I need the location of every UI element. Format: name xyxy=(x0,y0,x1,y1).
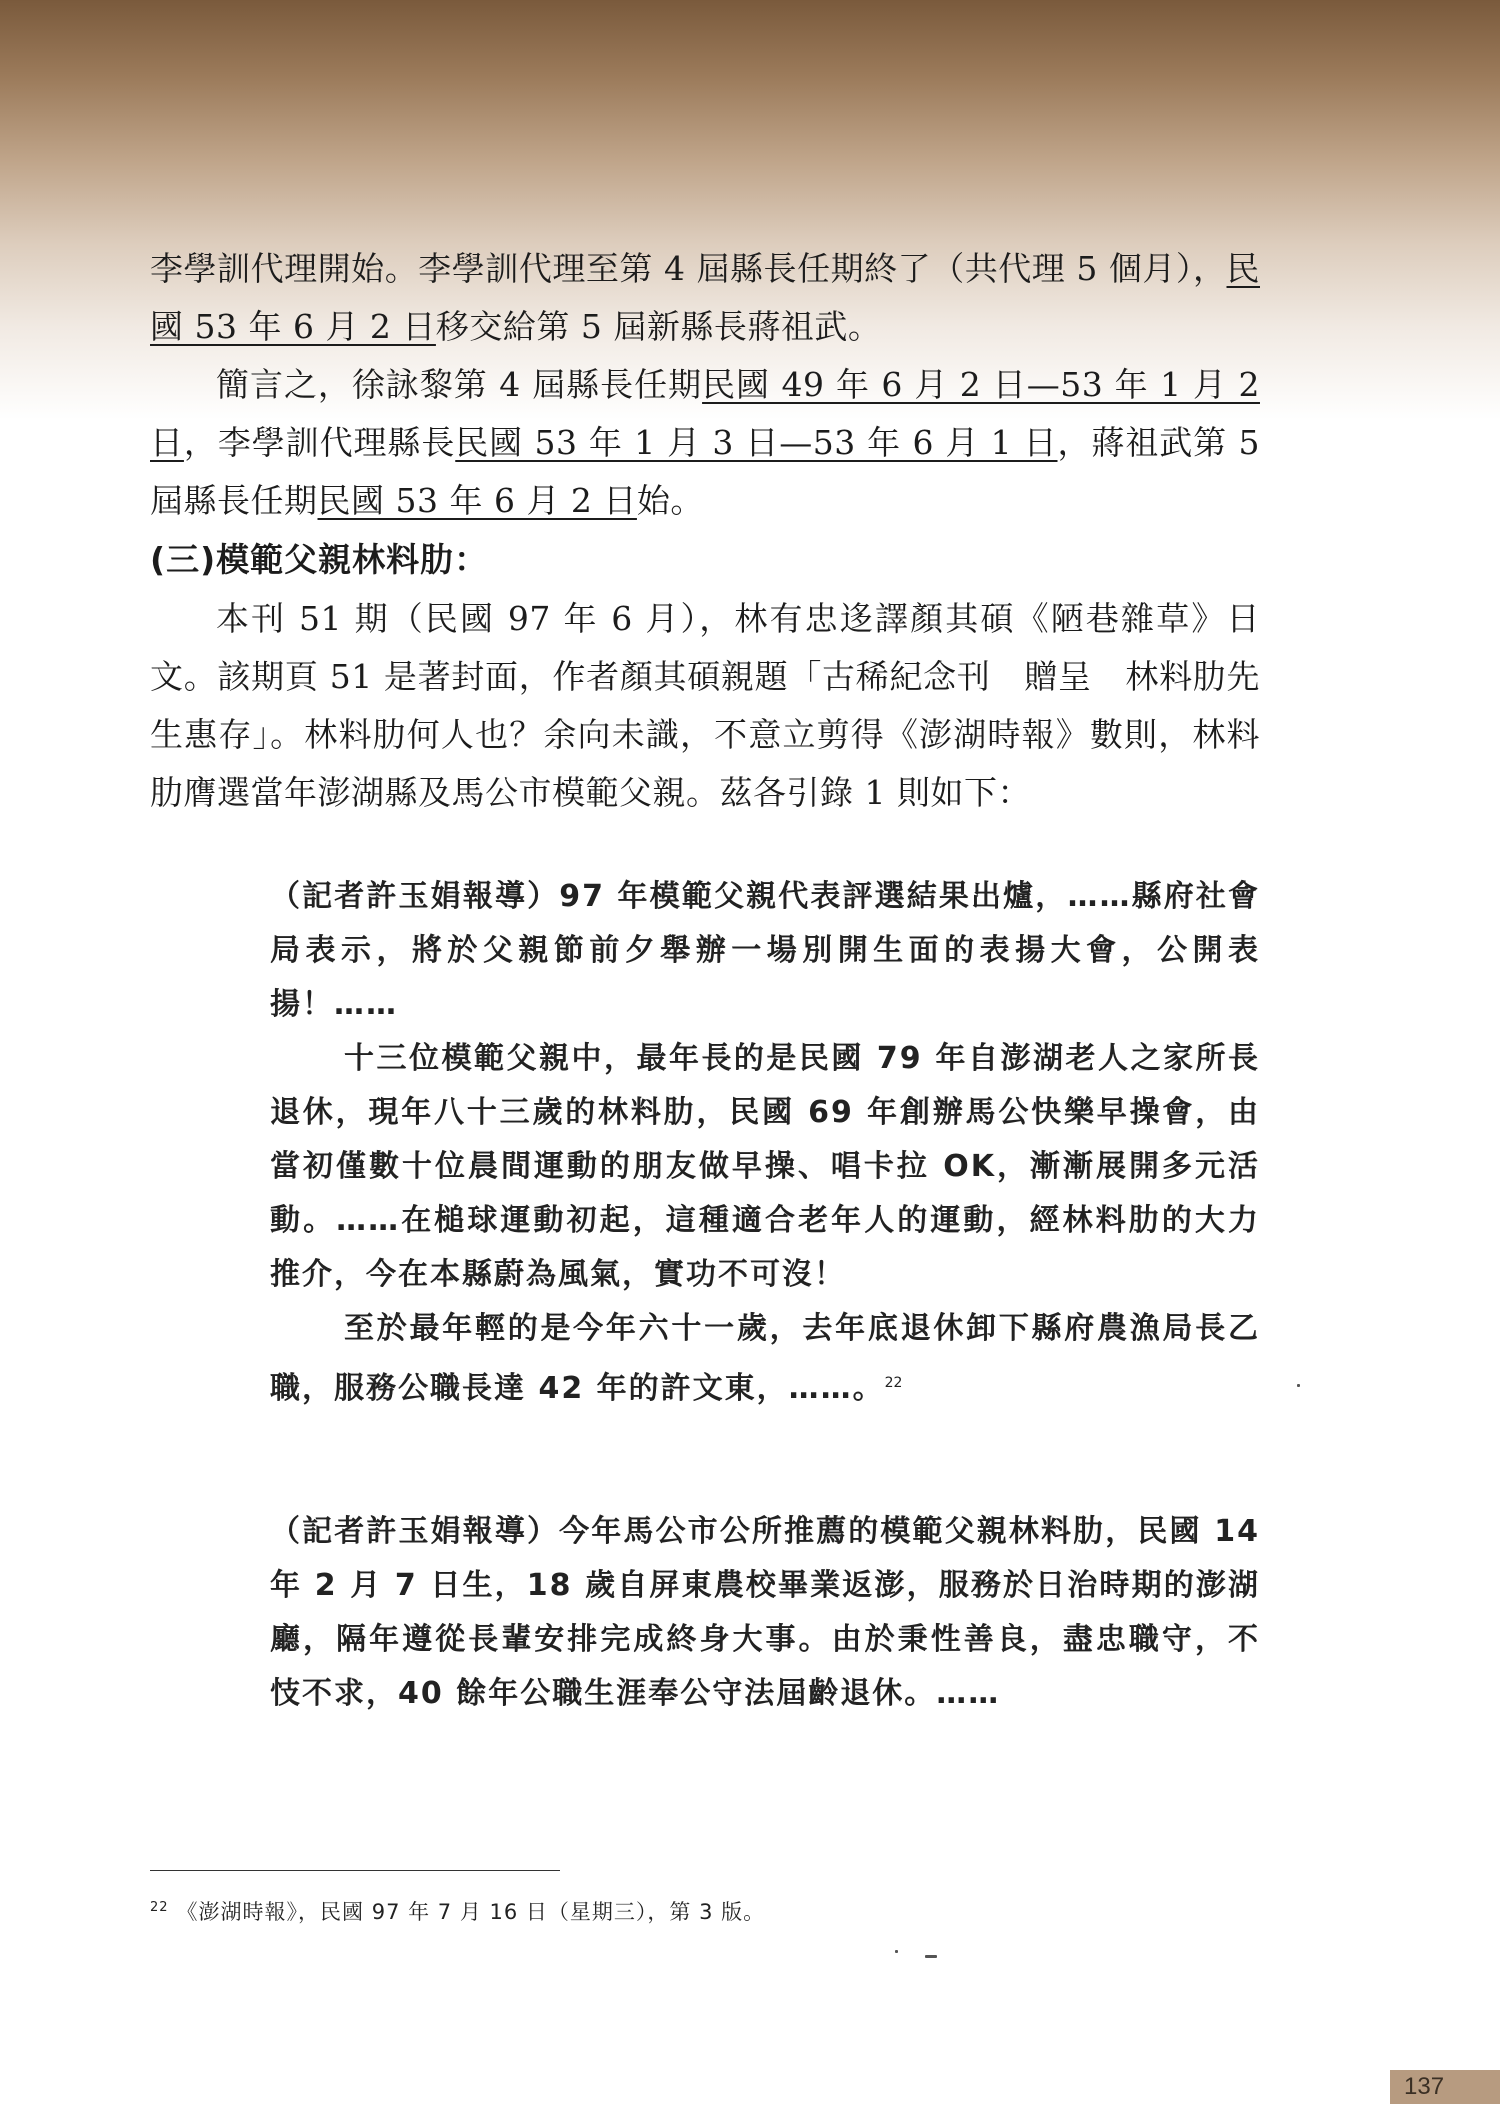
newspaper-quote-1 xyxy=(270,870,1260,1416)
text-run: ，李學訓代理縣長 xyxy=(183,423,456,462)
paragraph-intro: 本刊 51 期（民國 97 年 6 月），林有忠迻譯顏其碩《陋巷雜草》日文。該期頁 51 是著封面，作者顏其碩親題「古稀紀念刊 贈呈 林料肋先生惠存」。林料肋何人也？余向未識，不意立剪得《澎湖時報》數則，林料肋膺選當年澎湖縣及馬公市模範父親。茲各引錄 1 則如下： xyxy=(150,599,1260,812)
section-heading: (三)模範父親林料肋： xyxy=(150,540,489,579)
newspaper-quote-2 xyxy=(270,1505,1260,1721)
text-run: 始。 xyxy=(636,481,704,520)
paragraph-summary xyxy=(150,356,1260,530)
footnote xyxy=(150,1893,1250,1927)
quote-paragraph: 十三位模範父親中，最年長的是民國 79 年自澎湖老人之家所長退休，現年八十三歲的林料肋，民國 69 年創辦馬公快樂早操會，由當初僅數十位晨間運動的朋友做早操、唱卡拉 OK，漸漸展開多元活動。……在槌球運動初起，這種適合老年人的運動，經林料肋的大力推介，今在本縣蔚為風氣，實功不可沒！ xyxy=(270,1041,1260,1292)
underlined-date: 民國 53 年 1 月 3 日—53 年 6 月 1 日 xyxy=(455,423,1058,462)
footnote-number: 22 xyxy=(150,1900,169,1915)
text-run: 移交給第 5 屆新縣長蔣祖武。 xyxy=(435,307,882,346)
paragraph-succession xyxy=(150,240,1260,356)
main-text xyxy=(150,240,1260,822)
underlined-date: 民國 49 年 6 月 2 日—53 年 1 月 2 日 xyxy=(150,365,1260,462)
footnote-text: 《澎湖時報》，民國 97 年 7 月 16 日（星期三），第 3 版。 xyxy=(176,1900,766,1924)
quote-paragraph xyxy=(270,1302,1260,1416)
footnote-reference[interactable]: 22 xyxy=(884,1375,903,1391)
page-number: 137 xyxy=(1390,2070,1500,2104)
text-run: 至於最年輕的是今年六十一歲，去年底退休卸下縣府農漁局長乙職，服務公職長達 42 年的許文東，……。 xyxy=(270,1311,1260,1406)
text-run: 簡言之，徐詠黎第 4 屆縣長任期 xyxy=(216,365,703,404)
quote-paragraph: （記者許玉娟報導）今年馬公市公所推薦的模範父親林料肋，民國 14 年 2 月 7 日生，18 歲自屏東農校畢業返澎，服務於日治時期的澎湖廳，隔年遵從長輩安排完成終身大事。由於秉性善良，盡忠職守，不忮不求，40 餘年公職生涯奉公守法屆齡退休。…… xyxy=(270,1514,1260,1711)
scan-speck xyxy=(1297,1384,1300,1387)
scan-speck xyxy=(925,1955,937,1958)
underlined-date: 民國 53 年 6 月 2 日 xyxy=(150,249,1260,346)
underlined-date: 民國 53 年 6 月 2 日 xyxy=(317,481,637,520)
text-run: 李學訓代理開始。李學訓代理至第 4 屆縣長任期終了（共代理 5 個月）， xyxy=(150,249,1227,288)
scan-speck xyxy=(895,1950,898,1953)
quote-paragraph: （記者許玉娟報導）97 年模範父親代表評選結果出爐，……縣府社會局表示，將於父親節前夕舉辦一場別開生面的表揚大會，公開表揚！…… xyxy=(270,879,1260,1022)
text-run: ，蔣祖武第 5 屆縣長任期 xyxy=(150,423,1260,520)
footnote-divider xyxy=(150,1870,560,1871)
